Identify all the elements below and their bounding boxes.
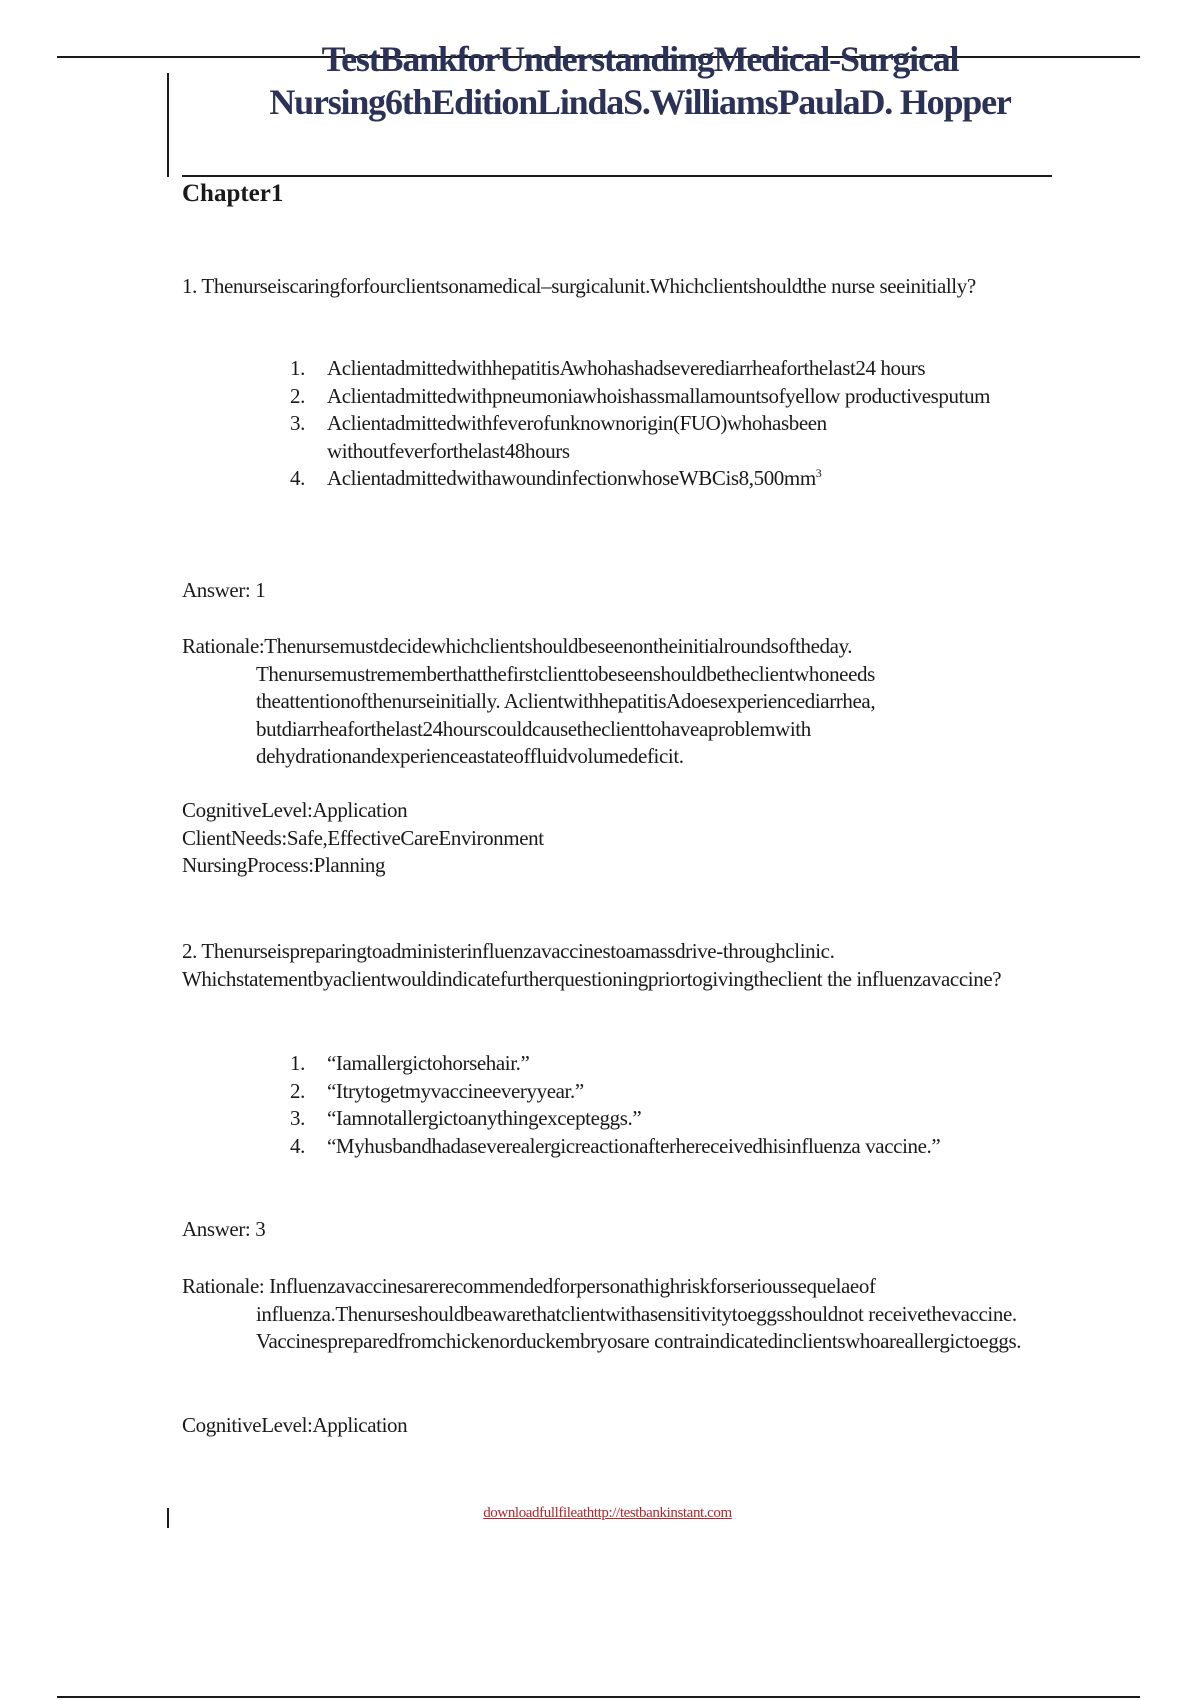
option-number: 1. [290,356,305,380]
option-item [182,355,1042,383]
option-item [182,383,1042,411]
option-number: 2. [290,383,305,408]
question-2-meta [182,1412,1042,1440]
option-item [182,1050,1042,1078]
option-text: AclientadmittedwithhepatitisAwhohashadseverediarrheaforthelast24 hours [327,356,926,380]
download-link[interactable]: downloadfullfileathttp://testbankinstant.com [483,1505,732,1521]
question-2-rationale: Rationale: Influenzavaccinesarerecommendedforpersonathighriskforserioussequelaeof influenza.Thenurseshouldbeawarethatclientwithasensitivitytoeggsshouldnot receivethevaccine. Vaccinespreparedfromchickenorduckembryosare contraindicatedinclientswhoareallergictoeggs. [182,1274,1022,1353]
question-1-options [182,355,1042,493]
option-number: 1. [290,1051,305,1075]
option-text: “Iamallergictohorsehair.” [327,1051,530,1075]
option-text: Aclientadmittedwithfeverofunknownorigin(FUO)whohasbeen withoutfeverforthelast48hours [327,411,827,463]
question-1-stem: 1. Thenurseiscaringforfourclientsonamedical–surgicalunit.Whichclientshouldthe nurse seeinitially? [182,274,976,298]
question-2-options [182,1050,1042,1160]
option-number: 3. [290,411,305,435]
chapter-heading: Chapter1 [182,180,284,207]
option-number: 4. [290,1133,305,1158]
cognitive-level: CognitiveLevel:Application [182,1413,408,1437]
option-text: AclientadmittedwithawoundinfectionwhoseWBCis8,500mm [327,466,816,490]
client-needs: ClientNeeds:Safe,EffectiveCareEnvironment [182,825,544,850]
nursing-process: NursingProcess:Planning [182,853,386,877]
option-item [182,1133,1042,1161]
option-item [182,410,1042,465]
option-item [182,1078,1042,1106]
question-2-stem: 2. Thenurseispreparingtoadministerinfluenzavaccinestoamassdrive-throughclinic. Whichstatementbyaclientwouldindicatefurtherquestioningpriortogivingtheclient the influenzavaccine? [182,939,1002,991]
option-text: “Iamnotallergictoanythingexcepteggs.” [327,1106,642,1130]
bottom-rule [57,1696,1140,1698]
option-number: 2. [290,1078,305,1103]
option-number: 4. [290,466,305,490]
option-text: Aclientadmittedwithpneumoniawhoishassmallamountsofyellow productivesputum [327,383,991,408]
question-1-meta [182,797,1042,880]
question-1-answer: Answer: 1 [182,578,266,602]
document-title: TestBankforUnderstandingMedical-Surgical Nursing6thEditionLindaS.WilliamsPaulaD. Hopper [269,39,1011,122]
option-number: 3. [290,1106,305,1130]
question-2-answer: Answer: 3 [182,1217,266,1241]
question-1-rationale: Rationale:Thenursemustdecidewhichclientshouldbeseenontheinitialroundsoftheday. Thenursemustrememberthatthefirstclienttobeseenshouldbetheclientwhoneeds theattentionofthenurseinitially. AclientwithhepatitisAdoesexperiencediarrhea, butdiarrheaforthelast24hourscouldcausetheclienttohaveaproblemwith dehydrationandexperienceastateoffluidvolumedeficit. [182,634,876,768]
option-text: “Itrytogetmyvaccineeveryyear.” [327,1078,584,1103]
cognitive-level: CognitiveLevel:Application [182,798,408,822]
option-text: “Myhusbandhadaseverealergicreactionafterhereceivedhisinfluenza vaccine.” [327,1133,941,1158]
option-item [182,1105,1042,1133]
superscript: 3 [815,466,822,480]
option-item [182,465,1042,493]
header-bottom-rule [182,175,1052,177]
header-left-rule [167,73,169,177]
